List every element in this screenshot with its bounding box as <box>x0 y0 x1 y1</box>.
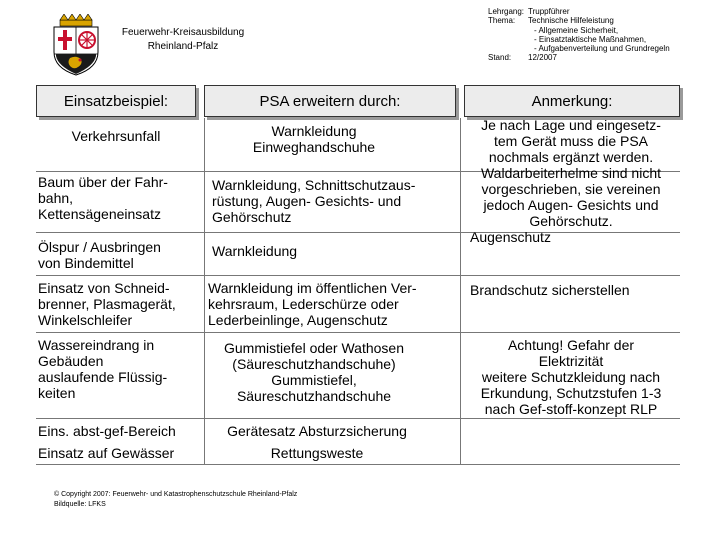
example-baum <box>38 174 203 222</box>
thema-line-3: - Einsatztaktische Maßnahmen, <box>534 34 647 44</box>
note-line: Brandschutz sicherstellen <box>470 282 630 298</box>
note-line: Achtung! Gefahr der <box>507 337 635 353</box>
column-header-example <box>36 85 196 117</box>
example-line: Ölspur / Ausbringen <box>38 239 161 255</box>
note-line: Gehörschutz. <box>529 213 613 229</box>
note-line: weitere Schutzkleidung nach <box>481 369 661 385</box>
psa-oelspur <box>212 243 452 259</box>
example-gewaesser <box>38 445 203 461</box>
psa-absturz <box>204 423 430 439</box>
example-line: Einsatz auf Gewässer <box>38 445 175 461</box>
example-line: Eins. abst-gef-Bereich <box>38 423 176 439</box>
psa-line: Einweghandschuhe <box>252 139 376 155</box>
lehrgang-label: Lehrgang: <box>488 7 525 16</box>
org-line-2: Rheinland-Pfalz <box>147 41 219 52</box>
example-absturz <box>38 423 203 439</box>
column-header-psa-label: PSA erweitern durch: <box>259 92 401 110</box>
example-line: bahn, <box>38 190 74 206</box>
thema-line-2: - Allgemeine Sicherheit, <box>534 25 619 35</box>
example-wassereindrang <box>38 337 203 401</box>
example-line: Verkehrsunfall <box>71 128 161 144</box>
psa-line: Warnkleidung, Schnittschutzaus- <box>212 177 416 193</box>
footer <box>54 490 297 510</box>
note-brandschutz <box>470 282 680 298</box>
thema-label: Thema: <box>488 16 516 26</box>
psa-baum <box>212 177 458 225</box>
example-oelspur <box>38 239 203 271</box>
column-header-notes <box>464 85 680 117</box>
note-line: vorgeschrieben, sie vereinen <box>481 181 661 197</box>
example-line: Gebäuden <box>38 353 104 369</box>
example-line: keiten <box>38 385 76 401</box>
example-verkehrsunfall <box>36 128 196 144</box>
note-lage <box>462 117 680 245</box>
column-header-psa <box>204 85 456 117</box>
example-schneidbrenner <box>38 280 206 328</box>
psa-gewaesser <box>204 445 430 461</box>
note-line: Je nach Lage und eingesetz- <box>481 117 661 133</box>
lehrgang-value: Truppführer <box>528 7 570 16</box>
organization-name <box>108 26 258 54</box>
note-line: Augenschutz <box>470 229 551 245</box>
psa-line: Säureschutzhandschuhe <box>236 388 392 404</box>
row-divider <box>36 464 680 465</box>
stand-value: 12/2007 <box>528 53 557 63</box>
column-header-example-label: Einsatzbeispiel: <box>63 92 169 110</box>
note-line: Erkundung, Schutzstufen 1-3 <box>480 385 662 401</box>
stand-label: Stand: <box>488 53 512 63</box>
example-line: Einsatz von Schneid- <box>38 280 170 296</box>
psa-line: Gummistiefel, <box>271 372 357 388</box>
psa-line: Warnkleidung <box>271 123 357 139</box>
example-line: Winkelschleifer <box>38 312 133 328</box>
note-line: jedoch Augen- Gesichts und <box>483 197 659 213</box>
psa-line: Gerätesatz Absturzsicherung <box>227 423 407 439</box>
note-line: tem Gerät muss die PSA <box>493 133 649 149</box>
psa-line: Lederbeinlinge, Augenschutz <box>208 312 388 328</box>
psa-verkehrsunfall <box>204 123 424 155</box>
psa-wassereindrang <box>204 340 424 404</box>
thema-line-4: - Aufgabenverteilung und Grundregeln <box>534 44 670 54</box>
row-divider <box>36 275 680 276</box>
note-line: nochmals ergänzt werden. <box>488 149 654 165</box>
example-line: Baum über der Fahr- <box>38 174 168 190</box>
psa-line: Warnkleidung im öffentlichen Ver- <box>208 280 417 296</box>
example-line: brenner, Plasmagerät, <box>38 296 176 312</box>
course-metadata <box>488 7 670 63</box>
psa-line: kehrsraum, Lederschürze oder <box>208 296 399 312</box>
psa-schneidbrenner <box>208 280 458 328</box>
org-line-1: Feuerwehr-Kreisausbildung <box>121 27 245 38</box>
thema-line-1: Technische Hilfeleistung <box>528 16 614 26</box>
psa-line: Gummistiefel oder Wathosen <box>224 340 404 356</box>
copyright-text: © Copyright 2007: Feuerwehr- und Katastrophenschutzschule Rheinland-Pfalz <box>54 491 298 498</box>
column-header-notes-label: Anmerkung: <box>531 92 613 110</box>
image-source-text: Bildquelle: LFKS <box>54 501 106 508</box>
rheinland-pfalz-crest-icon <box>50 14 102 76</box>
psa-line: (Säureschutzhandschuhe) <box>232 356 396 372</box>
row-divider <box>36 418 680 419</box>
psa-line: rüstung, Augen- Gesichts- und <box>212 193 402 209</box>
note-line: Waldarbeiterhelme sind nicht <box>480 165 661 181</box>
psa-line: Warnkleidung <box>212 243 298 259</box>
note-line: nach Gef-stoff-konzept RLP <box>484 401 658 417</box>
column-divider <box>460 118 461 464</box>
psa-line: Rettungsweste <box>270 445 364 461</box>
example-line: Wassereindrang in <box>38 337 155 353</box>
example-line: von Bindemittel <box>38 255 134 271</box>
row-divider <box>36 332 680 333</box>
note-line: Elektrizität <box>538 353 604 369</box>
example-line: Kettensägeneinsatz <box>38 206 161 222</box>
note-elektrizitaet <box>462 337 680 417</box>
psa-line: Gehörschutz <box>212 209 292 225</box>
example-line: auslaufende Flüssig- <box>38 369 168 385</box>
